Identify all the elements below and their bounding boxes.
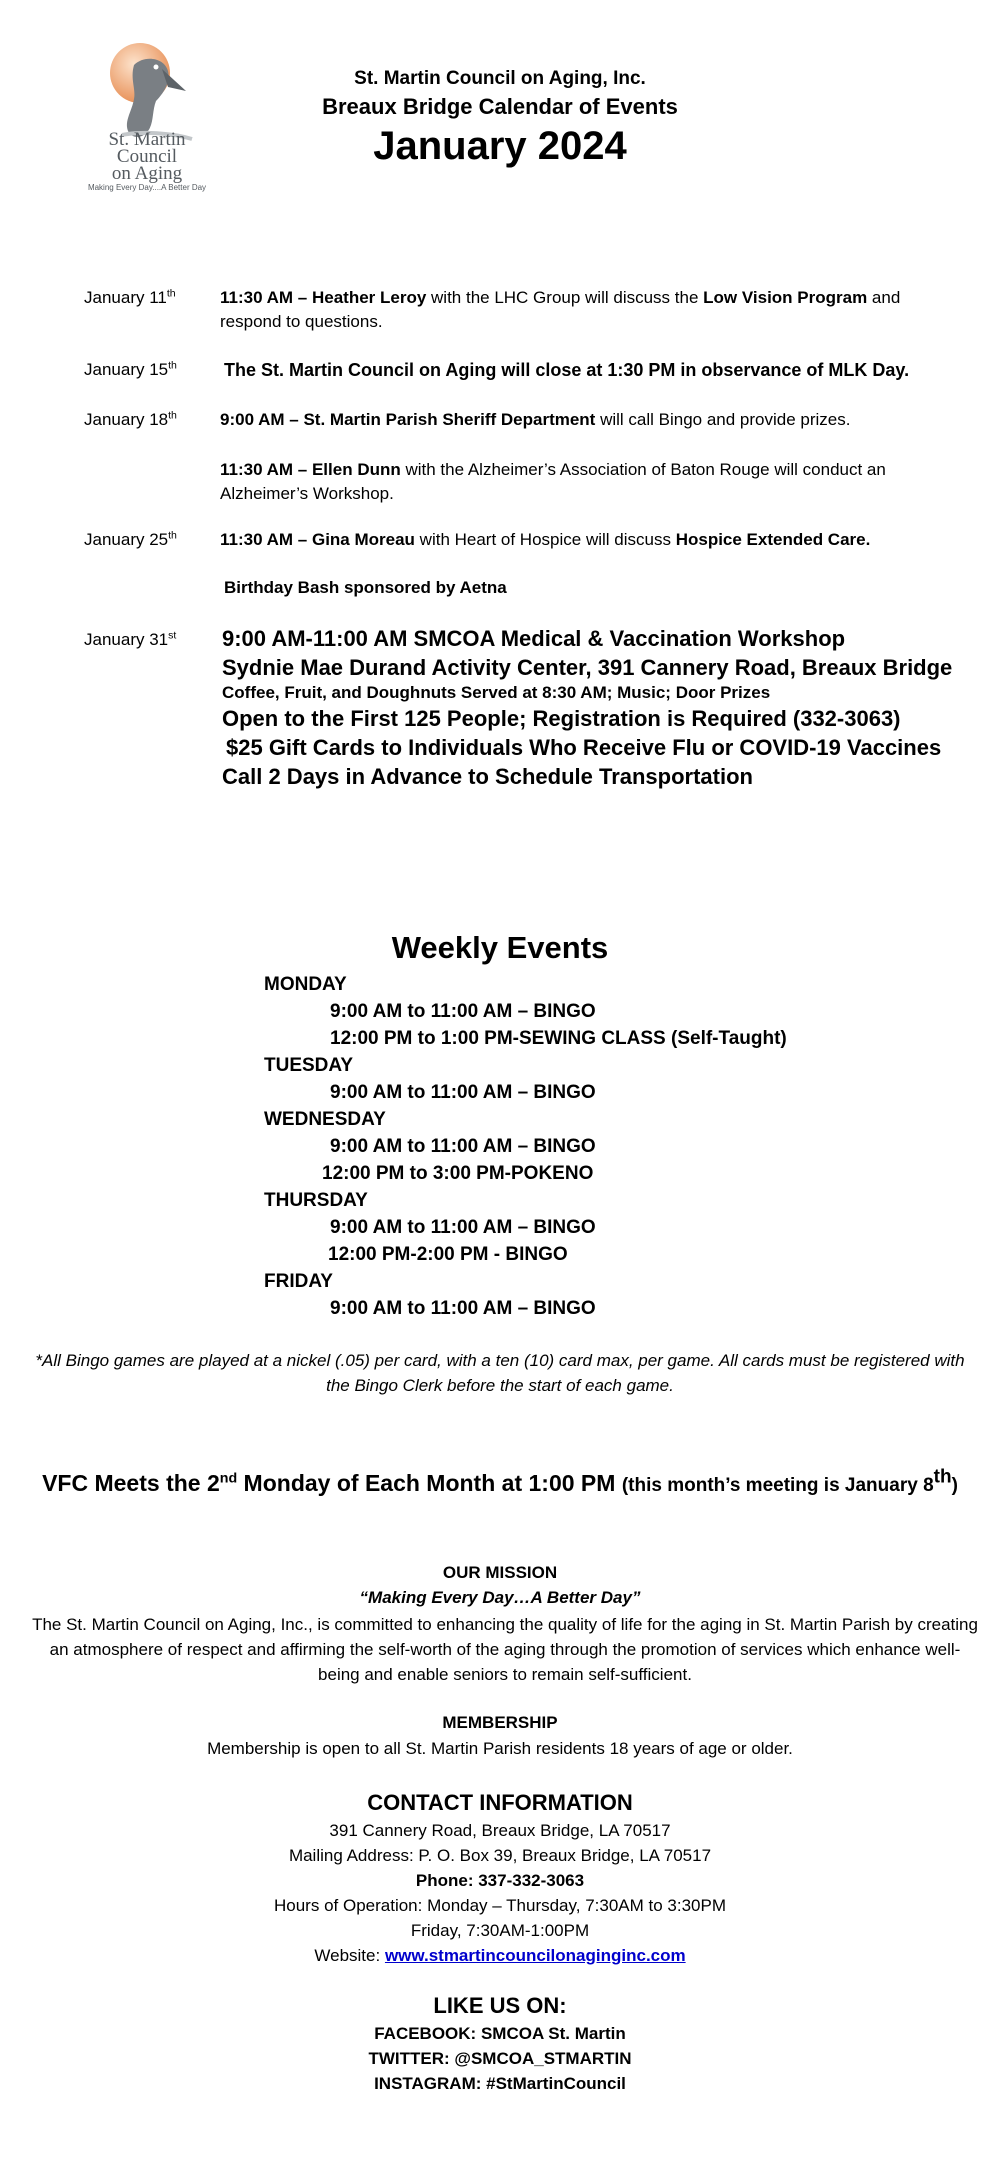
workshop-line: $25 Gift Cards to Individuals Who Receive Flu or COVID-19 Vaccines	[226, 735, 942, 760]
contact-heading: CONTACT INFORMATION	[367, 1790, 633, 1815]
event-description: Birthday Bash sponsored by Aetna	[224, 578, 507, 597]
weekly-slot: 9:00 AM to 11:00 AM – BINGO	[330, 1217, 596, 1238]
weekly-slot: 9:00 AM to 11:00 AM – BINGO	[330, 1082, 596, 1103]
workshop-line: Open to the First 125 People; Registration is Required (332-3063)	[222, 706, 901, 731]
mission-heading: OUR MISSION	[442, 1563, 558, 1582]
weekly-events-title: Weekly Events	[391, 930, 609, 965]
hours-friday: Friday, 7:30AM-1:00PM	[410, 1921, 590, 1940]
event-description: The St. Martin Council on Aging will close at 1:30 PM in observance of MLK Day.	[224, 360, 910, 380]
hours-weekday: Hours of Operation: Monday – Thursday, 7:30AM to 3:30PM	[274, 1896, 726, 1915]
weekday-wednesday: WEDNESDAY	[264, 1109, 386, 1130]
weekly-slot: 9:00 AM to 11:00 AM – BINGO	[330, 1298, 596, 1319]
vfc-meeting-notice: VFC Meets the 2nd Monday of Each Month at 1:00 PM (this month’s meeting is January 8th)	[42, 1466, 958, 1496]
twitter-handle: TWITTER: @SMCOA_STMARTIN	[368, 2049, 632, 2068]
calendar-month-title: January 2024	[373, 124, 627, 168]
weekly-slot: 12:00 PM-2:00 PM - BINGO	[328, 1244, 568, 1265]
organization-name: St. Martin Council on Aging, Inc.	[354, 68, 646, 89]
weekly-slot: 9:00 AM to 11:00 AM – BINGO	[330, 1001, 596, 1022]
logo-line-3: on Aging	[111, 163, 183, 184]
event-description: 11:30 AM – Heather Leroy with the LHC Group will discuss the Low Vision Program and respond to questions.	[220, 288, 901, 331]
calendar-subtitle: Breaux Bridge Calendar of Events	[322, 94, 678, 119]
membership-heading: MEMBERSHIP	[442, 1713, 558, 1732]
website-line: Website: www.stmartincouncilonaginginc.com	[314, 1946, 686, 1965]
logo-tagline: Making Every Day....A Better Day	[87, 183, 207, 192]
event-date: January 25th	[84, 529, 177, 549]
weekday-thursday: THURSDAY	[264, 1190, 368, 1211]
workshop-line: 9:00 AM-11:00 AM SMCOA Medical & Vaccination Workshop	[222, 626, 846, 651]
workshop-details	[222, 624, 982, 791]
facebook-handle: FACEBOOK: SMCOA St. Martin	[374, 2024, 626, 2043]
event-description: 11:30 AM – Ellen Dunn with the Alzheimer’s Association of Baton Rouge will conduct an Alzheimer’s Workshop.	[220, 460, 886, 503]
workshop-line: Sydnie Mae Durand Activity Center, 391 Cannery Road, Breaux Bridge	[222, 655, 953, 680]
logo-line-2: Council	[116, 146, 178, 167]
website-link[interactable]: www.stmartincouncilonaginginc.com	[384, 1946, 686, 1965]
workshop-line: Call 2 Days in Advance to Schedule Transportation	[222, 764, 753, 789]
social-heading: LIKE US ON:	[433, 1993, 567, 2018]
event-date: January 18th	[84, 409, 177, 429]
event-description: 9:00 AM – St. Martin Parish Sheriff Department will call Bingo and provide prizes.	[220, 410, 851, 429]
event-date: January 11th	[84, 287, 176, 307]
weekday-friday: FRIDAY	[264, 1271, 333, 1292]
event-date: January 31st	[84, 629, 177, 649]
weekly-slot: 9:00 AM to 11:00 AM – BINGO	[330, 1136, 596, 1157]
phone-number: Phone: 337-332-3063	[415, 1871, 585, 1890]
mission-statement: The St. Martin Council on Aging, Inc., is committed to enhancing the quality of life for the aging in St. Martin Parish by creating an atmosphere of respect and affirming the self-worth of the aging through the promotion of services which enhance well-being and enable seniors to remain self-sufficient.	[32, 1615, 978, 1684]
event-description: 11:30 AM – Gina Moreau with Heart of Hospice will discuss Hospice Extended Care.	[220, 530, 871, 549]
council-logo	[72, 35, 222, 205]
logo-line-1: St. Martin	[108, 129, 186, 150]
mission-motto: “Making Every Day…A Better Day”	[359, 1588, 641, 1607]
membership-text: Membership is open to all St. Martin Parish residents 18 years of age or older.	[207, 1739, 793, 1758]
street-address: 391 Cannery Road, Breaux Bridge, LA 70517	[329, 1821, 671, 1840]
bingo-rules-note: *All Bingo games are played at a nickel (.05) per card, with a ten (10) card max, per game. All cards must be registered with the Bingo Clerk before the start of each game.	[35, 1351, 965, 1395]
instagram-handle: INSTAGRAM: #StMartinCouncil	[374, 2074, 626, 2093]
mailing-address: Mailing Address: P. O. Box 39, Breaux Bridge, LA 70517	[288, 1846, 712, 1865]
event-date: January 15th	[84, 359, 177, 379]
weekday-tuesday: TUESDAY	[264, 1055, 354, 1076]
workshop-line: Coffee, Fruit, and Doughnuts Served at 8:30 AM; Music; Door Prizes	[222, 683, 771, 702]
weekday-monday: MONDAY	[264, 974, 347, 995]
weekly-slot: 12:00 PM to 1:00 PM-SEWING CLASS (Self-Taught)	[330, 1028, 787, 1049]
weekly-slot: 12:00 PM to 3:00 PM-POKENO	[322, 1163, 594, 1184]
